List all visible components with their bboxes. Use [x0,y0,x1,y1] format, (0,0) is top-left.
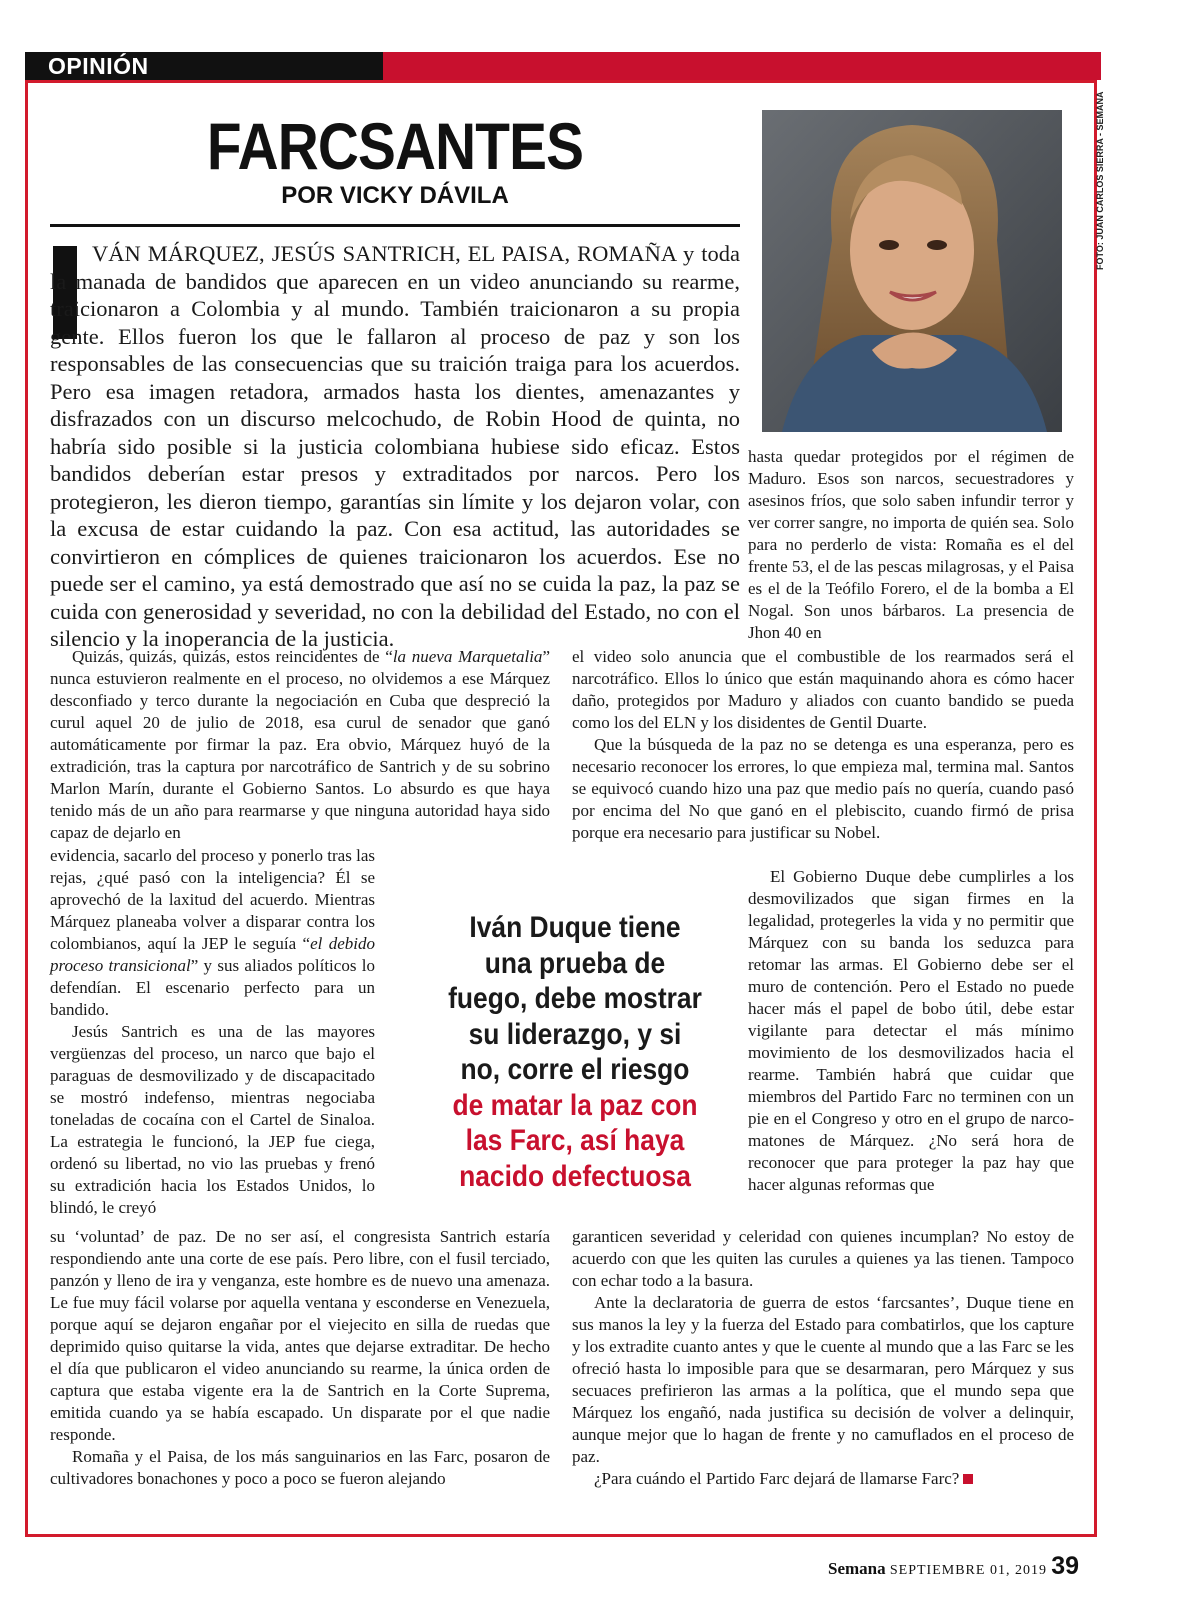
end-mark [963,1474,973,1484]
body-left-bottom [50,1226,550,1490]
p2-text-a: Jesús Santrich es una de las mayores vergüenzas del proceso, un narco que bajo el paraguas de desmovilizado y de discapacitado se mostró indefenso, mientras negociaba toneladas de cocaína con el Cartel de Sinaloa. La estrategia le funcionó, la JEP fue ciega, ordenó su libertad, no vio las pruebas y frenó su extradición hacia los Estados Unidos, lo blindó, le creyó [50,1022,375,1217]
pull-quote [447,910,702,1194]
p1-text-b: ” nunca estuvieron realmente en el proceso, no olvidemos a ese Márquez desconfiado y terco durante la negociación en Cuba que despreció la curul aquel 20 de julio de 2018, esa curul de senador que ganó automáticamente por firmar la paz. Era obvio, Márquez huyó de la extradición, tras la captura por narcotráfico de Santrich y de su sobrino Marlon Marín, durante el Gobierno Santos. Lo absurdo es que haya tenido más de un año para rearmarse y que ninguna autoridad haya sido capaz de dejarlo en [50,647,550,842]
p1-text-d: ” y sus aliados políticos lo defendían. El escenario perfecto para un bandido. [50,956,375,1019]
byline: POR VICKY DÁVILA [281,182,509,209]
lead-paragraph [50,240,740,653]
body-right-bottom [572,1226,1074,1490]
headline: FARCSANTES [206,109,584,183]
r4-text: Ante la declaratoria de guerra de estos ‘farcsantes’, Duque tiene en sus manos la ley y la fuerza del Estado para combatirlos, que los capture y los extradite cuanto antes y que le cuente al mundo que a las Farc se les ofreció hasta lo imposible para que se desarmaran, pero Márquez y sus secuaces prefirieron las armas a la política, que el mundo sepa que Márquez los engañó, nada justifica su decisión de volver a delinquir, aunque mejor que lo hagan de frente y no camuflados en el proceso de paz. [572,1293,1074,1466]
r2-text: Que la búsqueda de la paz no se detenga es una esperanza, pero es necesario reconocer los errores, lo que empieza mal, termina mal. Santos se equivocó cuando hizo una paz que medio país no quería, cuando pasó por encima del No que ganó en el plebiscito, cuando firmó de prisa porque era necesario para justificar su Nobel. [572,735,1074,842]
body-right-narrow [748,866,1074,1196]
footer-date: SEPTIEMBRE 01, 2019 [889,1563,1047,1578]
page-number: 39 [1051,1552,1080,1580]
p1-emphasis: la nueva Marquetalia [392,647,543,666]
p2-text-b: su ‘voluntad’ de paz. De no ser así, el congresista Santrich estaría respondiendo ante una corte de ese país. Pero libre, con el fusil terciado, panzón y lleno de ira y venganza, este hombre es de nuevo una amenaza. Le fue muy fácil volarse por aquella ventana y esconderse en Venezuela, porque aquí se dejaron engañar por el viejecito en silla de ruedas que deprimido quiso quitarse la vida, antes que dejarse extraditar. De hecho el día que publicaron el video anunciando su rearme, la única orden de captura que estaba vigente era la de Santrich en la Corte Suprema, emitida cuando ya se había escapado. Un disparate por el que nadie responde. [50,1227,550,1444]
page-footer [828,1552,1079,1581]
author-photo-image [762,110,1062,432]
r1-text: el video solo anuncia que el combustible de los rearmados será el narcotráfico. Ellos lo único que están maquinando ahora es cómo hacer daño, protegidos por Maduro y aliados con cuanto bandido se pueda como los del ELN y los disidentes de Gentil Duarte. [572,647,1074,732]
pull-quote-red: de matar la paz con las Farc, así haya nacido defectuosa [452,1088,698,1193]
author-photo [762,110,1062,432]
body-right-wide [572,646,1074,844]
body-left-wide [50,646,550,844]
section-label: OPINIÓN [48,53,149,79]
p1-text-a: Quizás, quizás, quizás, estos reincidentes de “ [72,647,393,666]
headline-rule [50,224,740,227]
right-column-top [748,446,1074,644]
lead-first-sentence: VÁN MÁRQUEZ, JESÚS SANTRICH, EL PAISA, ROMAÑA y toda la manada de bandidos que aparecen en un video anunciando su rearme, traicionaron a Colombia y al mundo. También traicionaron a su propia gente. [50,241,740,349]
right-top-text: hasta quedar protegidos por el régimen de Maduro. Esos son narcos, secuestradores y asesinos fríos, que solo saben infundir terror y ver correr sangre, no importa de quién sea. Solo para no perderlo de vista: Romaña es el del frente 53, el de las pescas milagrosas, y el Paisa es el de la Teófilo Forero, el de la bomba a El Nogal. Son unos bárbaros. La presencia de Jhon 40 en [748,447,1074,642]
r5-text: ¿Para cuándo el Partido Farc dejará de llamarse Farc? [594,1469,960,1488]
body-left-narrow [50,845,375,1219]
pull-quote-black: Iván Duque tiene una prueba de fuego, debe mostrar su liderazgo, y si no, corre el riesgo [448,911,702,1086]
p1-text-c: evidencia, sacarlo del proceso y ponerlo tras las rejas, ¿qué pasó con la inteligencia? Él se aprovechó de la laxitud del acuerdo. Mientras Márquez planeaba volver a disparar contra los colombianos, aquí la JEP le seguía “ [50,846,375,953]
photo-credit: FOTO: JUAN CARLOS SIERRA - SEMANA [1095,91,1105,270]
p1-emphasis-2: el debido proceso transicional [50,934,375,975]
footer-magazine: Semana [828,1559,886,1578]
lead-rest: Ellos fueron los que le fallaron al proceso de paz y son los responsables de las consecuencias que su traición traiga para los acuerdos. Pero esa imagen retadora, armados hasta los dientes, amenazantes y disfrazados con un discurso melcochudo, de Robin Hood de quinta, no habría sido posible si la justicia colombiana hubiese sido eficaz. Estos bandidos deberían estar presos y extraditados por narcos. Pero los protegieron, les dieron tiempo, garantías sin límite y los dejaron volar, con la excusa de estar cuidando la paz. Con esa actitud, las autoridades se convirtieron en cómplices de quienes traicionaron los acuerdos. Ese no puede ser el camino, ya está demostrado que así no se cuida la paz, la paz se cuida con generosidad y severidad, no con la debilidad del Estado, no con el silencio y la inoperancia de la justicia. [50,323,740,651]
r3-text-b: garanticen severidad y celeridad con quienes incumplan? No estoy de acuerdo con que les quiten las curules a quienes ya las tienen. Tampoco con echar todo a la basura. [572,1227,1074,1290]
p3-text: Romaña y el Paisa, de los más sanguinarios en las Farc, posaron de cultivadores bonachones y poco a poco se fueron alejando [50,1447,550,1488]
r3-text-a: El Gobierno Duque debe cumplirles a los desmovilizados que sigan firmes en la legalidad, protegerles la vida y no permitir que Márquez con su banda los seduzca para retomar las armas. El Gobierno debe ser el muro de contención. Pero el Estado no puede hacer más el papel de bobo útil, debe estar vigilante para detectar el más mínimo movimiento de los desmovilizados hacia el rearme. También habrá que cuidar que miembros del Partido Farc no terminen con un pie en el Congreso y otro en el grupo de narco-matones de Márquez. ¿No será hora de reconocer que para proteger la paz hay que hacer algunas reformas que [748,867,1074,1194]
